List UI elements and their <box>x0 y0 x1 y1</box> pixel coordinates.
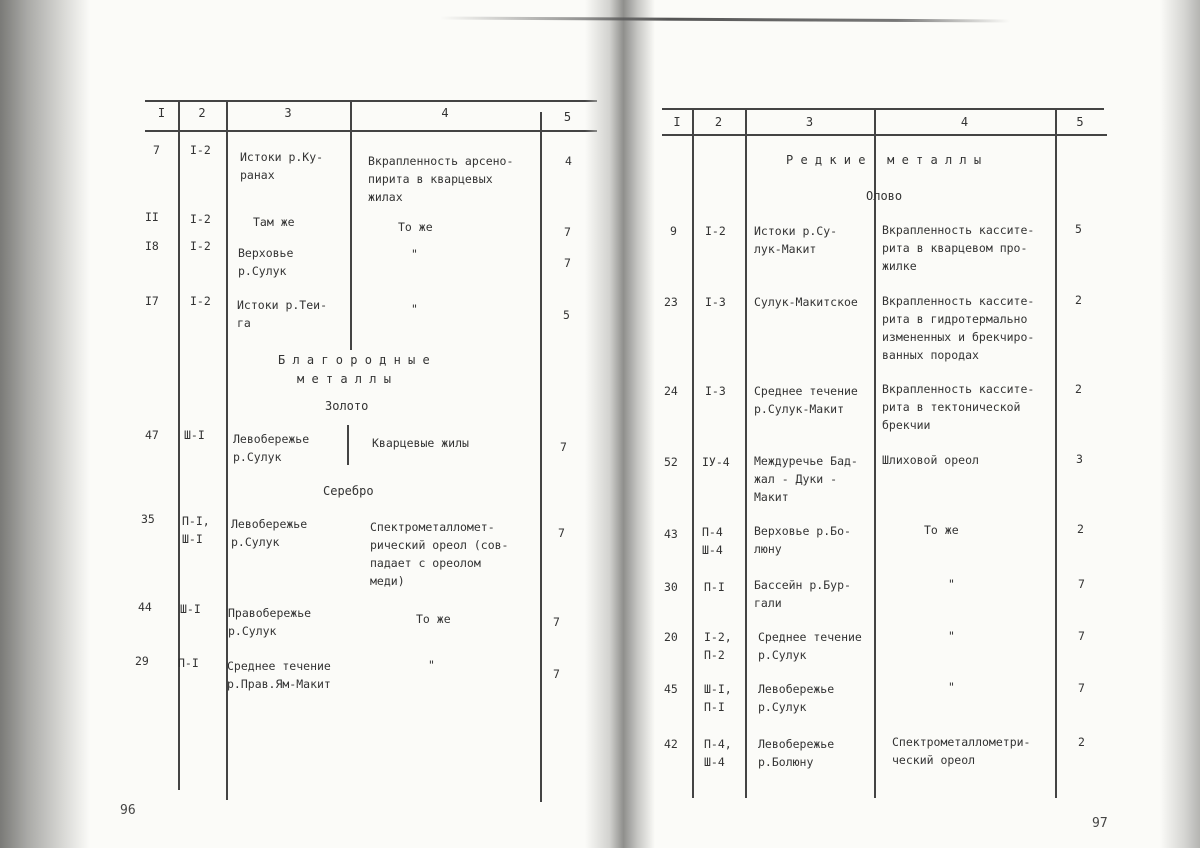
section-heading: м е т а л л ы <box>297 372 391 386</box>
subsection-heading: Олово <box>866 189 903 203</box>
row-coord: I-2 <box>705 224 726 238</box>
row-number: 29 <box>135 654 149 668</box>
row-value: 7 <box>560 440 567 454</box>
row-coord: I-2, П-2 <box>704 630 732 662</box>
row-value: 7 <box>1078 577 1085 591</box>
row-description: Спектрометалломет- рический ореол (сов- падает с ореолом меди) <box>370 520 509 588</box>
row-location: Среднее течение р.Сулук-Макит <box>754 384 858 416</box>
row-value: 5 <box>1075 222 1082 236</box>
row-coord: Ш-I <box>184 428 205 442</box>
row-description: " <box>411 302 418 316</box>
row-description: То же <box>924 523 959 537</box>
row-location: Там же <box>253 215 295 229</box>
row-location: Левобережье р.Сулук <box>758 682 835 714</box>
column-header: 2 <box>198 106 206 120</box>
row-number: 44 <box>138 600 152 614</box>
row-location: Среднее течение р.Прав.Ям-Макит <box>227 659 331 691</box>
row-number: 20 <box>664 630 678 644</box>
section-heading: Б л а г о р о д н ы е <box>278 353 430 367</box>
row-number: I7 <box>145 294 159 308</box>
row-coord: IУ-4 <box>702 455 730 469</box>
column-divider <box>347 425 349 465</box>
subsection-heading: Золото <box>325 399 369 413</box>
row-coord: I-2 <box>190 239 211 253</box>
page-number: 97 <box>1092 816 1108 831</box>
row-value: 7 <box>564 256 571 270</box>
row-description: Кварцевые жилы <box>372 436 469 450</box>
column-divider <box>178 100 180 790</box>
row-value: 2 <box>1078 735 1085 749</box>
header-top-rule <box>145 100 597 102</box>
row-location: Среднее течение р.Сулук <box>758 630 862 662</box>
row-coord: I-2 <box>190 294 211 308</box>
row-number: 52 <box>664 455 678 469</box>
row-number: 7 <box>153 143 160 157</box>
row-value: 2 <box>1075 293 1082 307</box>
row-coord: I-2 <box>190 143 211 157</box>
row-coord: П-I <box>704 580 725 594</box>
column-divider <box>350 100 352 350</box>
column-header: 5 <box>563 110 572 124</box>
row-description: " <box>411 247 418 261</box>
book-gutter-shadow <box>585 0 655 848</box>
row-description: Вкрапленность арсено- пирита в кварцевых жилах <box>368 154 514 204</box>
row-number: 35 <box>141 512 155 526</box>
row-description: Спектрометаллометри- ческий ореол <box>892 735 1031 767</box>
row-number: II <box>145 210 159 224</box>
row-number: 30 <box>664 580 678 594</box>
row-number: I8 <box>145 239 159 253</box>
row-location: Верховье р.Бо- люну <box>754 524 851 556</box>
right-page <box>612 0 1200 848</box>
column-divider <box>745 108 747 798</box>
row-coord: I-3 <box>705 384 726 398</box>
header-bottom-rule <box>145 130 597 132</box>
column-header: 3 <box>284 106 292 120</box>
column-header: 3 <box>805 115 814 129</box>
column-header: I <box>157 106 166 120</box>
row-description: То же <box>398 220 433 234</box>
page-edge-shadow <box>1160 0 1200 848</box>
row-value: 7 <box>1078 681 1085 695</box>
row-location: Междуречье Бад- жал - Дуки - Макит <box>754 454 858 504</box>
row-value: 2 <box>1077 522 1084 536</box>
row-value: 7 <box>553 615 560 629</box>
column-divider <box>540 112 542 802</box>
row-coord: П-4, Ш-4 <box>704 737 732 769</box>
row-value: 7 <box>553 667 560 681</box>
row-coord: Ш-I <box>180 602 201 616</box>
row-location: Бассейн р.Бур- гали <box>754 578 851 610</box>
row-description: " <box>948 680 955 694</box>
row-value: 5 <box>563 308 570 322</box>
row-coord: Ш-I, П-I <box>704 682 732 714</box>
row-value: 7 <box>564 225 571 239</box>
row-description: Вкрапленность касcите- рита в гидротермально измененных и брекчиро- ванных породах <box>882 294 1035 362</box>
row-value: 2 <box>1075 382 1082 396</box>
row-number: 23 <box>664 295 678 309</box>
row-location: Истоки р.Ку- ранах <box>240 150 324 182</box>
subsection-heading: Серебро <box>323 484 374 498</box>
row-description: Шлиховой ореол <box>882 453 979 467</box>
row-description: " <box>948 629 955 643</box>
row-description: " <box>948 577 955 591</box>
row-location: Левобережье р.Сулук <box>233 432 310 464</box>
row-description: То же <box>416 612 451 626</box>
row-number: 42 <box>664 737 678 751</box>
row-number: 9 <box>670 224 677 238</box>
header-top-rule <box>662 108 1104 110</box>
column-divider <box>226 100 228 800</box>
row-number: 43 <box>664 527 678 541</box>
column-header: 5 <box>1076 115 1084 129</box>
row-coord: П-I, Ш-I <box>182 514 210 546</box>
row-location: Сулук-Макитское <box>754 295 858 309</box>
row-description: " <box>428 658 435 672</box>
row-location: Верховье р.Сулук <box>238 246 294 278</box>
column-divider <box>874 108 876 798</box>
row-value: 4 <box>565 154 572 168</box>
row-coord: П-4 Ш-4 <box>702 525 723 557</box>
row-number: 24 <box>664 384 678 398</box>
column-divider <box>1055 108 1057 798</box>
row-location: Истоки р.Су- лук-Макит <box>754 224 838 256</box>
row-coord: П-I <box>178 656 199 670</box>
column-header: 2 <box>714 115 723 129</box>
column-header: 4 <box>960 115 969 129</box>
column-header: 4 <box>441 106 449 120</box>
page-edge-shadow <box>0 0 90 848</box>
row-description: Вкрапленность касcите- рита в тектонической брекчии <box>882 382 1035 432</box>
section-heading: Р е д к и е м е т а л л ы <box>786 153 982 167</box>
row-value: 7 <box>558 526 565 540</box>
row-description: Вкрапленность касcите- рита в кварцевом про- жилке <box>882 223 1035 273</box>
page-number: 96 <box>120 803 136 818</box>
row-coord: I-3 <box>705 295 726 309</box>
row-number: 47 <box>145 428 159 442</box>
row-number: 45 <box>664 682 678 696</box>
row-coord: I-2 <box>190 212 211 226</box>
column-header: I <box>673 115 681 129</box>
row-location: Левобережье р.Болюну <box>758 737 835 769</box>
header-bottom-rule <box>662 134 1107 136</box>
row-location: Левобережье р.Сулук <box>231 517 308 549</box>
column-divider <box>692 108 694 798</box>
row-location: Истоки р.Теи- га <box>237 298 328 330</box>
row-value: 7 <box>1078 629 1085 643</box>
row-value: 3 <box>1076 452 1083 466</box>
row-location: Правобережье р.Сулук <box>228 606 312 638</box>
